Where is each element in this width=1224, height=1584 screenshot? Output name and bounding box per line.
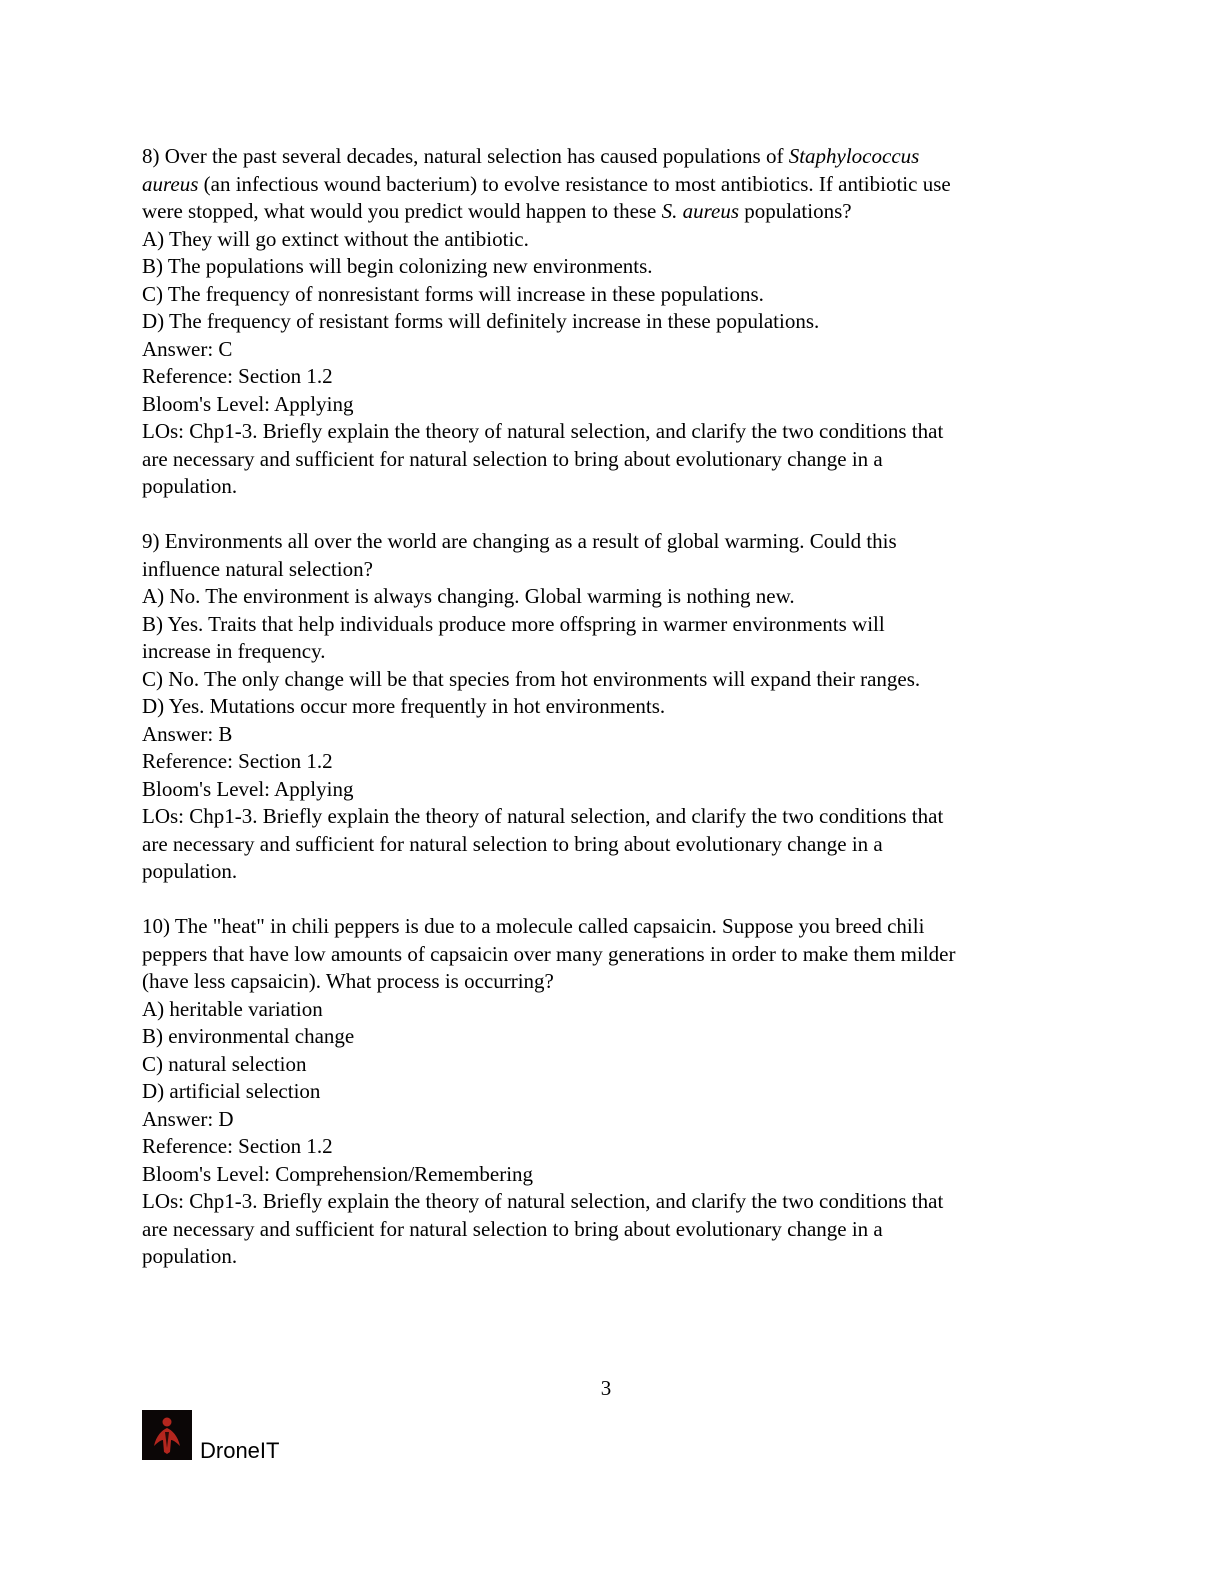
drone-figure-icon — [142, 1410, 192, 1460]
question-stem-line: (have less capsaicin). What process is occurring? — [142, 969, 554, 993]
answer-option: B) Yes. Traits that help individuals produce more offspring in warmer environments will — [142, 611, 885, 636]
question-8 — [142, 143, 1082, 501]
answer-option: A) No. The environment is always changing. Global warming is nothing new. — [142, 584, 795, 608]
question-9 — [142, 528, 1082, 886]
reference: Reference: Section 1.2 — [142, 749, 333, 773]
learning-objective-line: LOs: Chp1-3. Briefly explain the theory of natural selection, and clarify the two conditions that — [142, 419, 944, 443]
footer-brand — [142, 1408, 280, 1463]
answer-option: D) artificial selection — [142, 1079, 321, 1103]
question-stem-line: 8) Over the past several decades, natural selection has caused populations of Staphylococcus — [142, 144, 920, 168]
answer-key: Answer: B — [142, 721, 233, 746]
learning-objective-line: are necessary and sufficient for natural selection to bring about evolutionary change in a — [142, 446, 883, 471]
document-body — [142, 143, 1082, 1298]
answer-option: increase in frequency. — [142, 639, 326, 663]
learning-objective-line: LOs: Chp1-3. Briefly explain the theory of natural selection, and clarify the two conditions that — [142, 804, 944, 828]
answer-option: D) Yes. Mutations occur more frequently in hot environments. — [142, 694, 666, 718]
answer-key: Answer: C — [142, 336, 233, 361]
brand-name: DroneIT — [200, 1438, 280, 1463]
blooms-level: Bloom's Level: Applying — [142, 776, 354, 801]
answer-option: D) The frequency of resistant forms will definitely increase in these populations. — [142, 309, 820, 333]
learning-objective-line: are necessary and sufficient for natural selection to bring about evolutionary change in a — [142, 831, 883, 856]
answer-option: C) No. The only change will be that species from hot environments will expand their ranges. — [142, 666, 921, 691]
blooms-level: Bloom's Level: Comprehension/Remembering — [142, 1161, 534, 1186]
answer-option: C) The frequency of nonresistant forms will increase in these populations. — [142, 281, 764, 306]
droneit-logo-icon — [142, 1410, 192, 1460]
answer-option: A) heritable variation — [142, 996, 323, 1021]
reference: Reference: Section 1.2 — [142, 364, 333, 388]
learning-objective-line: LOs: Chp1-3. Briefly explain the theory of natural selection, and clarify the two conditions that — [142, 1189, 944, 1213]
learning-objective-line: are necessary and sufficient for natural selection to bring about evolutionary change in a — [142, 1216, 883, 1241]
question-stem-line: 10) The "heat" in chili peppers is due to a molecule called capsaicin. Suppose you breed chili — [142, 914, 925, 938]
answer-option: B) The populations will begin colonizing new environments. — [142, 254, 653, 278]
learning-objective-line: population. — [142, 1244, 238, 1268]
page-number: 3 — [600, 1376, 612, 1400]
question-stem-line: were stopped, what would you predict would happen to these S. aureus populations? — [142, 199, 852, 223]
learning-objective-line: population. — [142, 474, 238, 498]
reference: Reference: Section 1.2 — [142, 1134, 333, 1158]
question-stem-line: influence natural selection? — [142, 556, 373, 581]
answer-option: B) environmental change — [142, 1024, 355, 1048]
learning-objective-line: population. — [142, 859, 238, 883]
question-stem-line: peppers that have low amounts of capsaicin over many generations in order to make them milder — [142, 941, 956, 966]
answer-key: Answer: D — [142, 1106, 234, 1131]
answer-option: A) They will go extinct without the antibiotic. — [142, 226, 529, 251]
answer-option: C) natural selection — [142, 1051, 307, 1076]
blooms-level: Bloom's Level: Applying — [142, 391, 354, 416]
question-stem-line: 9) Environments all over the world are changing as a result of global warming. Could this — [142, 529, 897, 553]
question-stem-line: aureus (an infectious wound bacterium) to evolve resistance to most antibiotics. If antibiotic use — [142, 171, 951, 196]
question-10 — [142, 913, 1082, 1271]
